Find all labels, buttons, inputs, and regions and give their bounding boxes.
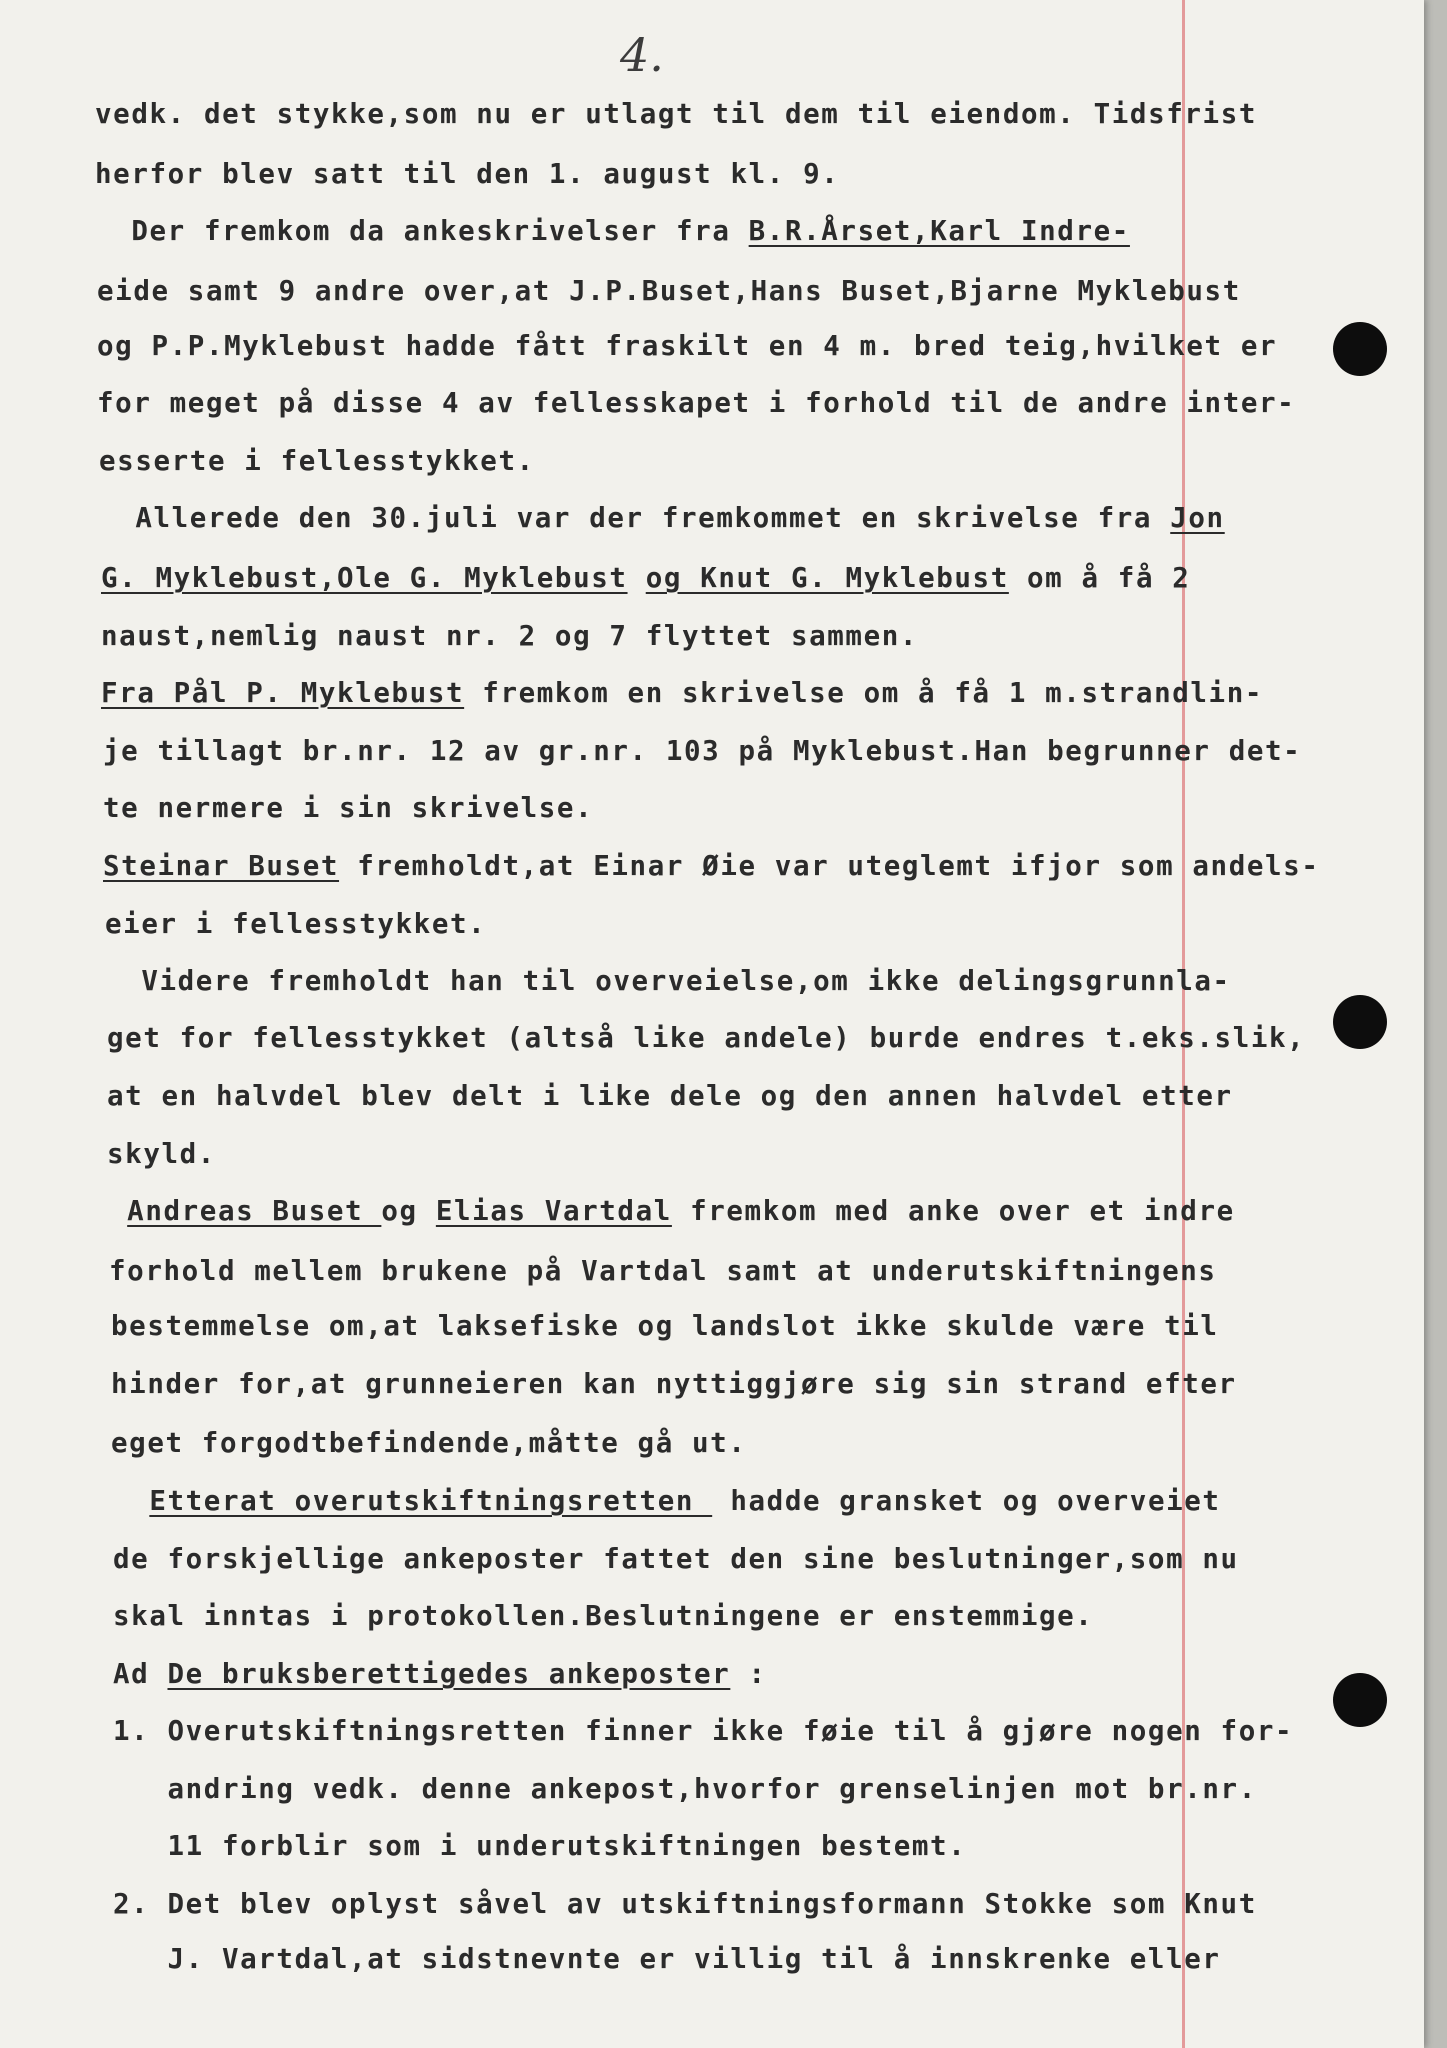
text-run: J. Vartdal,at sidstnevnte er villig til å innskrenke eller [113, 1943, 1221, 1975]
text-run: bestemmelse om,at laksefiske og landslot ikke skulde være til [111, 1310, 1219, 1342]
text-line [107, 1022, 1305, 1054]
text-line [109, 1255, 1217, 1287]
text-run: skal inntas i protokollen.Beslutningene er enstemmige. [113, 1600, 1094, 1632]
text-line [113, 1658, 767, 1690]
underlined-name: Elias Vartdal [435, 1195, 672, 1227]
underlined-name: Steinar Buset [103, 850, 340, 882]
text-run: de forskjellige ankeposter fattet den sine beslutninger,som nu [113, 1543, 1239, 1575]
text-line [95, 215, 1130, 247]
text-line [97, 275, 1241, 307]
text-line [105, 908, 486, 940]
text-line [113, 1715, 1293, 1747]
text-line [103, 792, 593, 824]
text-run [109, 1195, 127, 1227]
underlined-name: Jon [1170, 502, 1225, 534]
text-run [113, 1485, 149, 1517]
text-run: skyld. [107, 1138, 216, 1170]
text-run: fremkom med anke over et indre [671, 1195, 1235, 1227]
text-line [107, 1080, 1233, 1112]
text-line [111, 1310, 1219, 1342]
text-run: je tillagt br.nr. 12 av gr.nr. 103 på Myklebust.Han begrunner det- [103, 735, 1302, 767]
text-run: andring vedk. denne ankepost,hvorfor grenselinjen mot br.nr. [113, 1773, 1257, 1805]
text-run: fremkom en skrivelse om å få 1 m.strandlin- [464, 677, 1264, 709]
text-run: hinder for,at grunneieren kan nyttiggjøre sig sin strand efter [111, 1368, 1237, 1400]
text-line [101, 620, 918, 652]
text-line [113, 1943, 1221, 1975]
text-line [99, 502, 1225, 534]
text-run: eide samt 9 andre over,at J.P.Buset,Hans Buset,Bjarne Myklebust [97, 275, 1241, 307]
text-line [95, 98, 1257, 130]
text-line [113, 1543, 1239, 1575]
underlined-name: De bruksberettigedes ankeposter [167, 1658, 731, 1690]
text-line [107, 1138, 216, 1170]
text-line [113, 1888, 1257, 1920]
text-run: : [730, 1658, 767, 1690]
text-line [113, 1485, 1221, 1517]
text-run: og P.P.Myklebust hadde fått fraskilt en 4 m. bred teig,hvilket er [97, 330, 1278, 362]
text-run: 1. Overutskiftningsretten finner ikke føie til å gjøre nogen for- [113, 1715, 1294, 1747]
text-line [97, 387, 1295, 419]
text-run: om å få 2 [1008, 562, 1191, 594]
text-line [105, 965, 1231, 997]
punch-hole [1333, 1673, 1387, 1727]
text-line [109, 1195, 1235, 1227]
text-line [99, 445, 535, 477]
text-line [113, 1830, 966, 1862]
text-run: Allerede den 30.juli var der fremkommet en skrivelse fra [99, 502, 1171, 534]
text-run: naust,nemlig naust nr. 2 og 7 flyttet sammen. [101, 620, 919, 652]
text-line [103, 850, 1320, 882]
text-run: 11 forblir som i underutskiftningen bestemt. [113, 1830, 967, 1862]
text-run: og [381, 1195, 436, 1227]
text-run: herfor blev satt til den 1. august kl. 9. [95, 158, 840, 190]
underlined-name: Etterat overutskiftningsretten [149, 1485, 713, 1517]
text-line [111, 1427, 746, 1459]
text-run: Der fremkom da ankeskrivelser fra [95, 215, 749, 247]
underlined-name: G. Myklebust,Ole G. Myklebust [101, 562, 628, 594]
underlined-name: Andreas Buset [127, 1195, 382, 1227]
text-line [103, 735, 1301, 767]
text-line [113, 1773, 1257, 1805]
text-line [101, 562, 1190, 594]
punch-hole [1333, 322, 1387, 376]
punch-hole [1333, 995, 1387, 1049]
text-run: te nermere i sin skrivelse. [103, 792, 594, 824]
text-run: vedk. det stykke,som nu er utlagt til dem til eiendom. Tidsfrist [95, 98, 1258, 130]
text-line [95, 158, 839, 190]
text-line [111, 1368, 1237, 1400]
underlined-name: og Knut G. Myklebust [645, 562, 1009, 594]
text-run: forhold mellem brukene på Vartdal samt at underutskiftningens [109, 1255, 1217, 1287]
text-run: Ad [113, 1658, 168, 1690]
text-run: at en halvdel blev delt i like dele og den annen halvdel etter [107, 1080, 1233, 1112]
text-run: for meget på disse 4 av fellesskapet i forhold til de andre inter- [97, 387, 1296, 419]
underlined-name: Fra Pål P. Myklebust [101, 677, 465, 709]
text-run: eget forgodtbefindende,måtte gå ut. [111, 1427, 747, 1459]
text-line [97, 330, 1277, 362]
underlined-name: B.R.Årset,Karl Indre- [748, 215, 1130, 247]
text-line [101, 677, 1263, 709]
text-run [628, 562, 646, 594]
page-number: 4. [620, 28, 664, 82]
text-run: get for fellesstykket (altså like andele) burde endres t.eks.slik, [107, 1022, 1306, 1054]
text-run: 2. Det blev oplyst såvel av utskiftningsformann Stokke som Knut [113, 1888, 1257, 1920]
text-run: hadde gransket og overveiet [712, 1485, 1221, 1517]
text-line [113, 1600, 1093, 1632]
text-run: fremholdt,at Einar Øie var uteglemt ifjor som andels- [339, 850, 1320, 882]
text-run: esserte i fellesstykket. [99, 445, 535, 477]
text-run: eier i fellesstykket. [105, 908, 487, 940]
text-run: Videre fremholdt han til overveielse,om ikke delingsgrunnla- [105, 965, 1231, 997]
